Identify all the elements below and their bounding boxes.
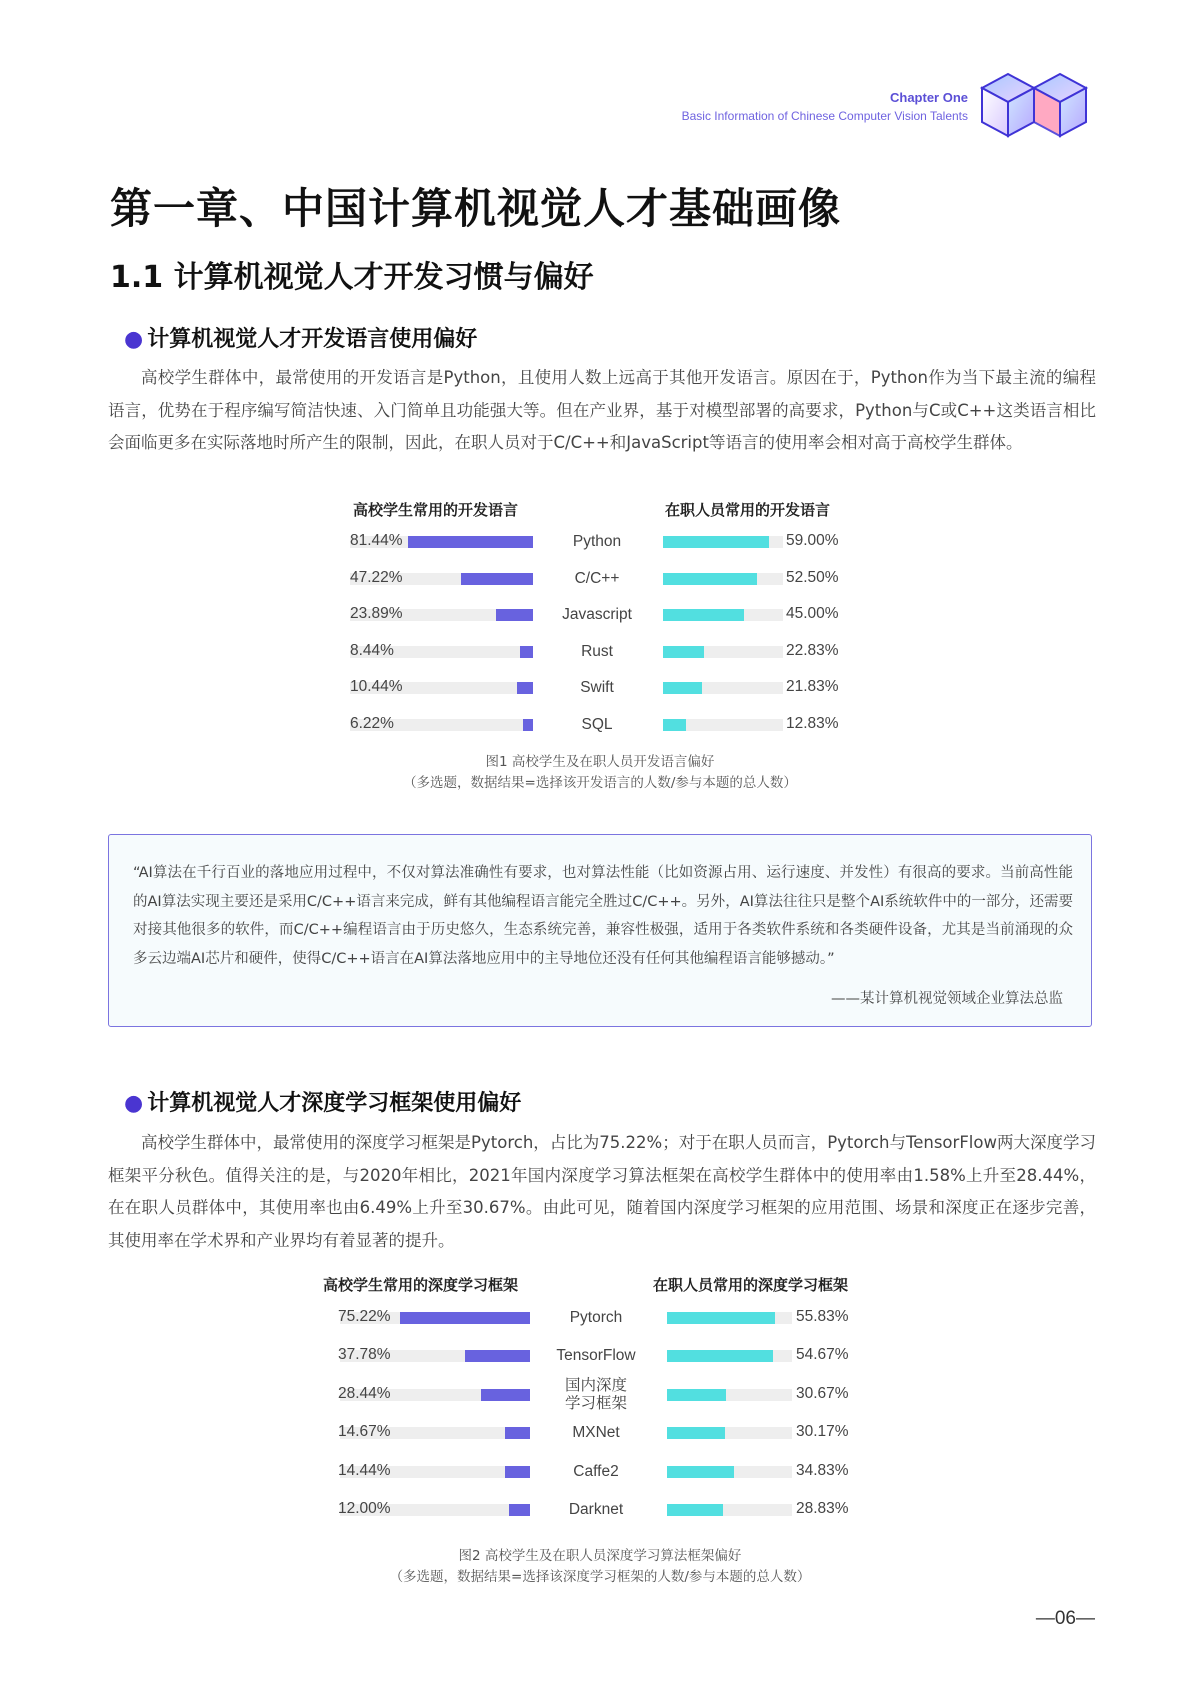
chapter-subtitle: Basic Information of Chinese Computer Vision Talents (681, 109, 968, 123)
student-value-label: 6.22% (350, 715, 394, 732)
figure2-caption (0, 1546, 1200, 1588)
student-value-label: 14.44% (338, 1461, 391, 1479)
student-value-label: 81.44% (350, 532, 403, 549)
category-label: Caffe2 (573, 1462, 619, 1480)
page-title: 第一章、中国计算机视觉人才基础画像 (110, 184, 842, 233)
student-value-label: 14.67% (338, 1423, 391, 1441)
professional-bar (663, 719, 686, 731)
category-label: Swift (580, 679, 614, 697)
figure2-caption-title: 图2 高校学生及在职人员深度学习算法框架偏好 (458, 1548, 742, 1564)
bullet-dot-icon: ● (124, 327, 144, 352)
figure2-caption-note: （多选题，数据结果=选择该深度学习框架的人数/参与本题的总人数） (389, 1569, 811, 1585)
figure1-caption (0, 752, 1200, 794)
professional-value-label: 34.83% (796, 1461, 849, 1479)
page-number: —06— (1035, 1608, 1095, 1629)
quote-box (108, 834, 1092, 1027)
professional-value-label: 12.83% (786, 715, 839, 732)
professional-bar (663, 573, 757, 585)
professional-value-label: 22.83% (786, 641, 839, 659)
professional-bar (667, 1312, 775, 1324)
framework-preference-chart (0, 1270, 1200, 1535)
student-value-label: 75.22% (338, 1308, 391, 1325)
section-title: 1.1 计算机视觉人才开发习惯与偏好 (110, 260, 594, 295)
professional-bar (667, 1389, 726, 1401)
professional-value-label: 30.67% (796, 1384, 849, 1402)
professional-value-label: 52.50% (786, 568, 839, 586)
quote-text: “AI算法在千行百业的落地应用过程中，不仅对算法准确性有要求，也对算法性能（比如资源占用、运行速度、并发性）有很高的要求。当前高性能的AI算法实现主要还是采用C/C++语言来完成，鲜有其他编程语言能完全胜过C/C++。另外，AI算法往往只是整个AI系统软件中的一部分，还需要对接其他很多的软件，而C/C++编程语言由于历史悠久，生态系统完善，兼容性极强，适用于各类软件系统和各类硬件设备，尤其是当前涌现的众多云边端AI芯片和硬件，使得C/C++语言在AI算法落地应用中的主导地位还没有任何其他编程语言能够撼动。” (133, 865, 1073, 967)
section2-heading (124, 1086, 521, 1117)
professional-value-label: 21.83% (786, 678, 839, 696)
language-preference-chart (0, 495, 1200, 745)
professional-value-label: 54.67% (796, 1346, 849, 1364)
chart1-left-title: 高校学生常用的开发语言 (353, 501, 519, 519)
student-value-label: 23.89% (350, 605, 403, 623)
section1-paragraph: 高校学生群体中，最常使用的开发语言是Python，且使用人数上远高于其他开发语言。原因在于，Python作为当下最主流的编程语言，优势在于程序编写简洁快速、入门简单且功能强大等。但在产业界，基于对模型部署的高要求，Python与C或C++这类语言相比会面临更多在实际落地时所产生的限制，因此，在职人员对于C/C++和JavaScript等语言的使用率会相对高于高校学生群体。 (108, 368, 1096, 452)
figure1-caption-title: 图1 高校学生及在职人员开发语言偏好 (485, 754, 715, 770)
student-bar (465, 1350, 530, 1362)
category-label: Rust (581, 642, 613, 660)
student-bar (481, 1389, 530, 1401)
category-label: MXNet (572, 1424, 620, 1442)
student-value-label: 37.78% (338, 1346, 391, 1364)
section2-paragraph: 高校学生群体中，最常使用的深度学习框架是Pytorch，占比为75.22%；对于在职人员而言，Pytorch与TensorFlow两大深度学习框架平分秋色。值得关注的是，与2020年相比，2021年国内深度学习算法框架在高校学生群体中的使用率由1.58%上升至28.44%，在在职人员群体中，其使用率也由6.49%上升至30.67%。由此可见，随着国内深度学习框架的应用范围、场景和深度正在逐步完善，其使用率在学术界和产业界均有着显著的提升。 (108, 1133, 1096, 1250)
student-bar (400, 1312, 530, 1324)
chapter-header (682, 90, 968, 123)
professional-value-label: 55.83% (796, 1308, 849, 1325)
chapter-label: Chapter One (889, 90, 968, 105)
professional-bar (667, 1504, 723, 1516)
cubes-logo-icon (978, 72, 1103, 142)
professional-bar (663, 609, 744, 621)
bullet-dot-icon: ● (124, 1091, 144, 1116)
professional-bar (663, 536, 769, 548)
category-label: Python (572, 533, 622, 550)
chart2-right-title: 在职人员常用的深度学习框架 (653, 1276, 849, 1294)
student-bar (461, 573, 533, 585)
student-bar (408, 536, 533, 548)
student-value-label: 28.44% (338, 1384, 391, 1402)
category-label: Darknet (568, 1501, 624, 1518)
student-value-label: 10.44% (350, 678, 403, 696)
category-label: Javascript (562, 606, 632, 624)
professional-bar (663, 682, 702, 694)
category-label: 国内深度 学习框架 (564, 1376, 627, 1412)
category-label: TensorFlow (556, 1347, 636, 1365)
student-value-label: 8.44% (350, 641, 394, 659)
professional-value-label: 30.17% (796, 1423, 849, 1441)
section1-heading-text: 计算机视觉人才开发语言使用偏好 (147, 327, 478, 352)
section2-heading-text: 计算机视觉人才深度学习框架使用偏好 (147, 1091, 522, 1116)
professional-bar (667, 1350, 773, 1362)
student-value-label: 47.22% (350, 568, 403, 586)
category-label: C/C++ (574, 569, 620, 587)
professional-value-label: 45.00% (786, 605, 839, 623)
professional-value-label: 28.83% (796, 1500, 849, 1517)
section1-heading (124, 322, 477, 353)
chart1-right-title: 在职人员常用的开发语言 (665, 501, 831, 519)
figure1-caption-note: （多选题，数据结果=选择该开发语言的人数/参与本题的总人数） (403, 775, 797, 791)
professional-bar (667, 1427, 725, 1439)
category-label: SQL (581, 716, 613, 733)
quote-attribution: ——某计算机视觉领域企业算法总监 (831, 991, 1063, 1007)
professional-value-label: 59.00% (786, 532, 839, 549)
professional-bar (667, 1466, 734, 1478)
category-label: Pytorch (569, 1309, 623, 1326)
professional-bar (663, 646, 704, 658)
student-value-label: 12.00% (338, 1500, 391, 1517)
chart2-left-title: 高校学生常用的深度学习框架 (323, 1276, 519, 1294)
